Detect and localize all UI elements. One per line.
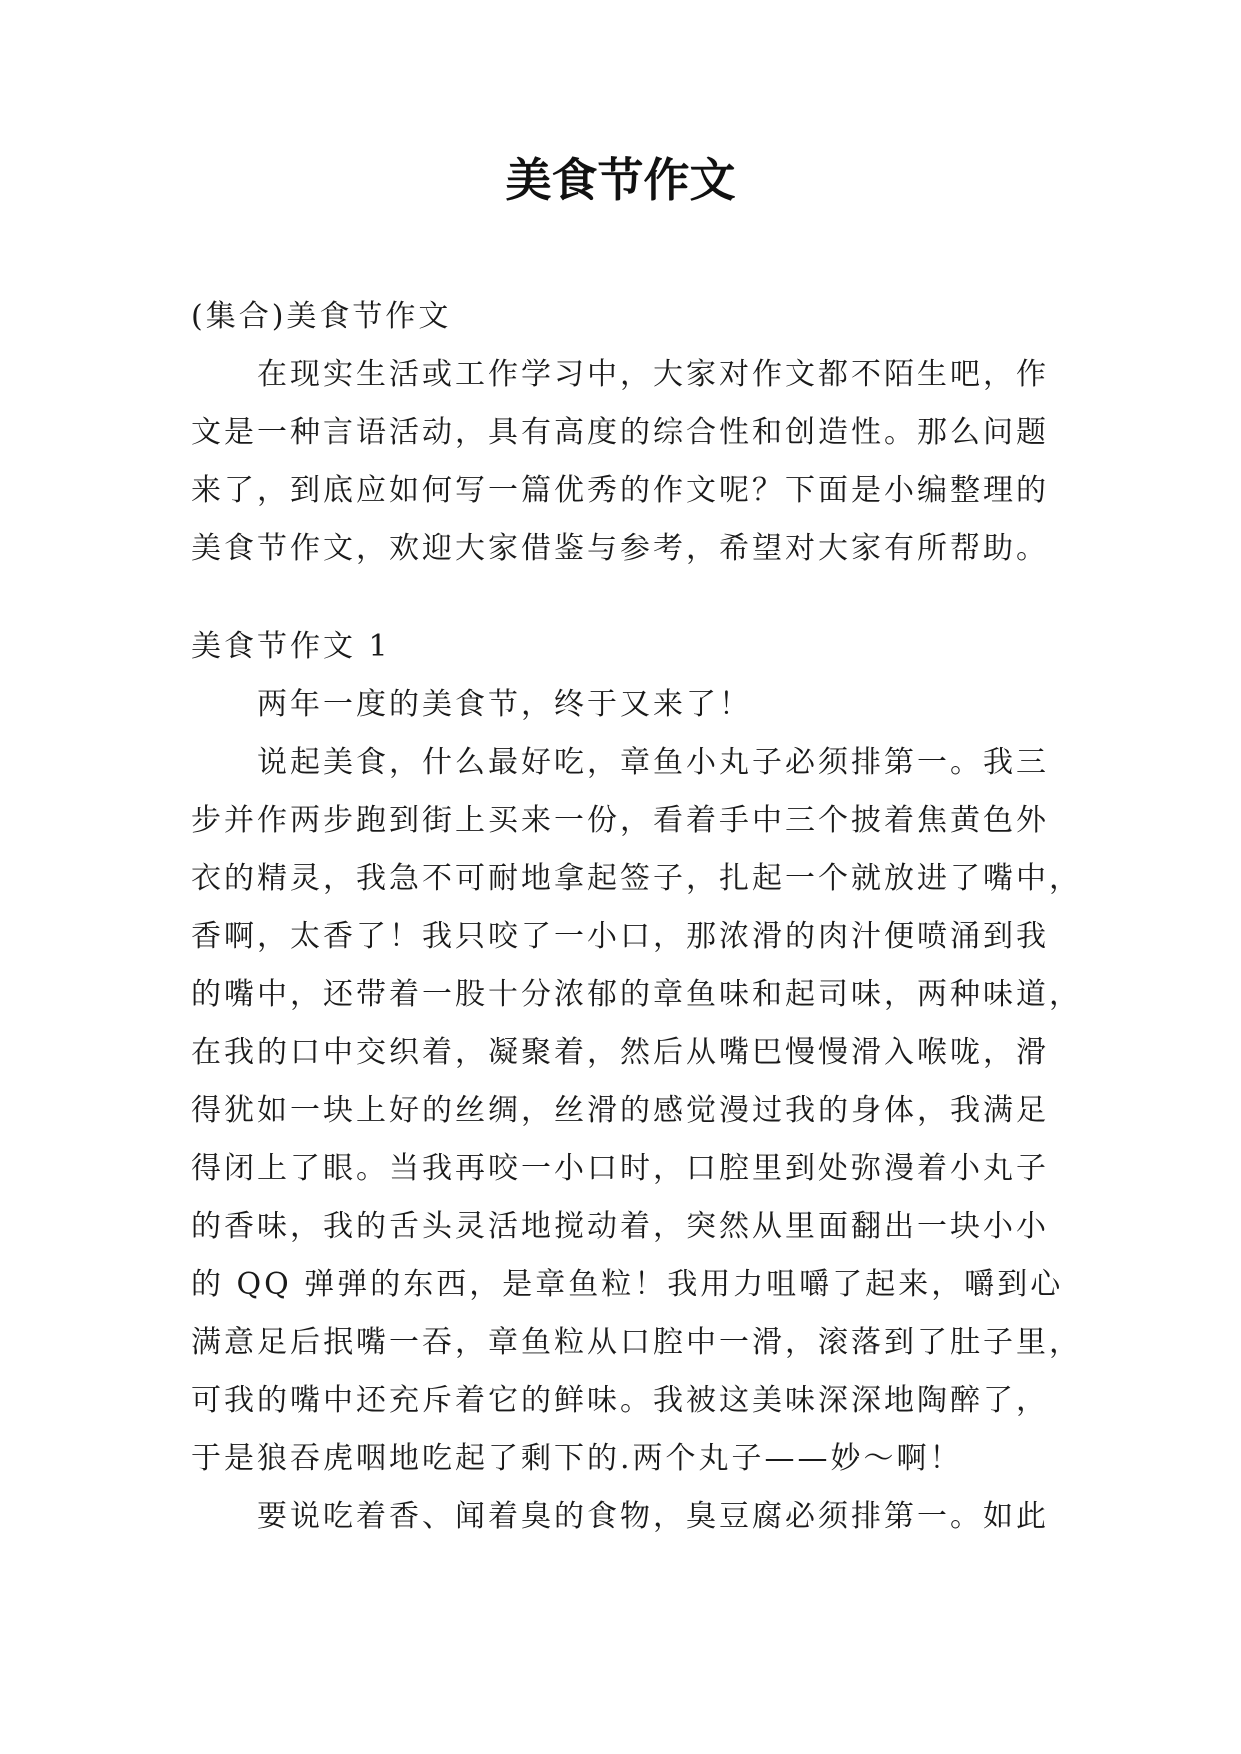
document-subtitle: (集合)美食节作文 <box>191 299 452 334</box>
section-line: 满意足后抿嘴一吞，章鱼粒从口腔中一滑，滚落到了肚子里， <box>191 1325 1082 1360</box>
paragraph-gap <box>191 578 1071 618</box>
section-line: 得犹如一块上好的丝绸，丝滑的感觉漫过我的身体，我满足 <box>191 1093 1049 1128</box>
intro-line: 来了，到底应如何写一篇优秀的作文呢？下面是小编整理的 <box>191 473 1049 508</box>
section-line: 说起美食，什么最好吃，章鱼小丸子必须排第一。我三 <box>257 745 1049 780</box>
document-body <box>191 288 1082 1546</box>
section-line: 的香味，我的舌头灵活地搅动着，突然从里面翻出一块小小 <box>191 1209 1049 1244</box>
section-line: 可我的嘴中还充斥着它的鲜味。我被这美味深深地陶醉了， <box>191 1383 1049 1418</box>
intro-line: 美食节作文，欢迎大家借鉴与参考，希望对大家有所帮助。 <box>191 531 1049 566</box>
section-line: 的嘴中，还带着一股十分浓郁的章鱼味和起司味，两种味道， <box>191 977 1082 1012</box>
intro-line: 在现实生活或工作学习中，大家对作文都不陌生吧，作 <box>257 357 1049 392</box>
section-line: 在我的口中交织着，凝聚着，然后从嘴巴慢慢滑入喉咙，滑 <box>191 1035 1049 1070</box>
section-line: 要说吃着香、闻着臭的食物，臭豆腐必须排第一。如此 <box>257 1499 1049 1534</box>
section-line: 于是狼吞虎咽地吃起了剩下的.两个丸子——妙～啊！ <box>191 1441 963 1476</box>
section-line: 衣的精灵，我急不可耐地拿起签子，扎起一个就放进了嘴中， <box>191 861 1082 896</box>
section-heading: 美食节作文 1 <box>191 629 391 664</box>
section-line: 步并作两步跑到街上买来一份，看着手中三个披着焦黄色外 <box>191 803 1049 838</box>
intro-line: 文是一种言语活动，具有高度的综合性和创造性。那么问题 <box>191 415 1049 450</box>
section-line: 得闭上了眼。当我再咬一小口时，口腔里到处弥漫着小丸子 <box>191 1151 1049 1186</box>
section-line: 两年一度的美食节，终于又来了！ <box>257 687 752 722</box>
section-line: 香啊，太香了！我只咬了一小口，那浓滑的肉汁便喷涌到我 <box>191 919 1049 954</box>
document-title: 美食节作文 <box>505 153 736 207</box>
section-line: 的 QQ 弹弹的东西，是章鱼粒！我用力咀嚼了起来，嚼到心 <box>191 1267 1064 1302</box>
